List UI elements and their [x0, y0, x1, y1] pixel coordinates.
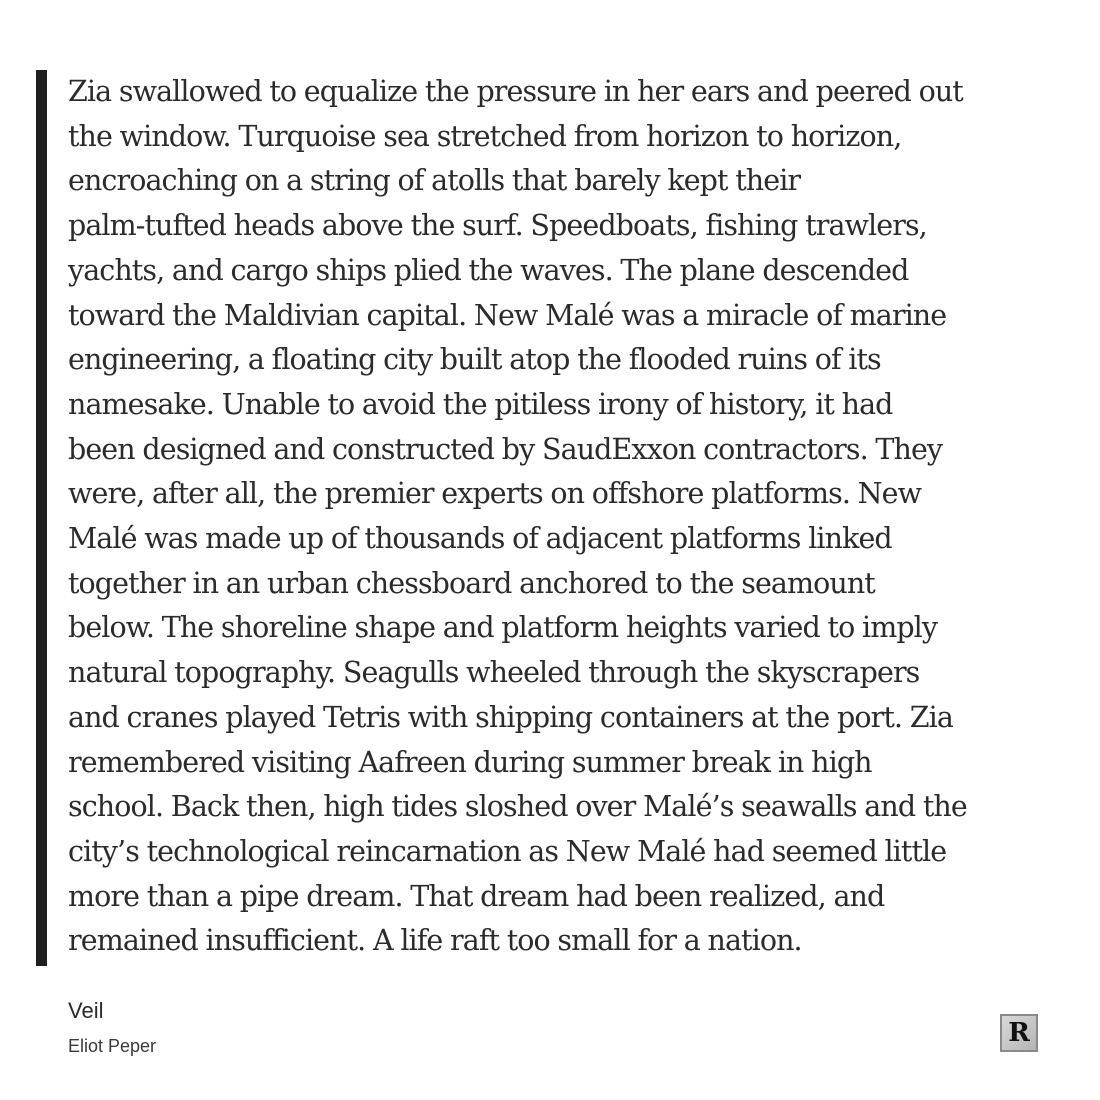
quote-line: below. The shoreline shape and platform heights varied to imply — [68, 611, 938, 645]
quote-line: palm-tufted heads above the surf. Speedboats, fishing trawlers, — [68, 209, 927, 243]
quote-line: remained insufficient. A life raft too small for a nation. — [68, 924, 802, 958]
quote-line: toward the Maldivian capital. New Malé was a miracle of marine — [68, 298, 947, 332]
quote-line: yachts, and cargo ships plied the waves. The plane descended — [68, 253, 909, 287]
quote-line: engineering, a floating city built atop the flooded ruins of its — [68, 343, 881, 377]
quote-line: Malé was made up of thousands of adjacent platforms linked — [68, 522, 892, 556]
quote-line: and cranes played Tetris with shipping containers at the port. Zia — [68, 700, 953, 734]
book-author: Eliot Peper — [68, 1036, 157, 1056]
quote-line: more than a pipe dream. That dream had been realized, and — [68, 879, 885, 913]
quote-line: the window. Turquoise sea stretched from horizon to horizon, — [68, 119, 902, 153]
quote-line: were, after all, the premier experts on offshore platforms. New — [68, 477, 922, 511]
quote-line: city’s technological reincarnation as New Malé had seemed little — [68, 834, 947, 868]
quote-line: been designed and constructed by SaudExxon contractors. They — [68, 432, 943, 466]
quote-line: school. Back then, high tides sloshed over Malé’s seawalls and the — [68, 790, 967, 824]
quote-text — [68, 70, 967, 964]
readwise-logo-icon — [1000, 1014, 1038, 1052]
quote-line: Zia swallowed to equalize the pressure in her ears and peered out — [68, 75, 963, 108]
quote-line: natural topography. Seagulls wheeled through the skyscrapers — [68, 656, 920, 690]
quote-line: encroaching on a string of atolls that barely kept their — [68, 164, 801, 198]
quote-bar — [36, 70, 47, 966]
quote-line: namesake. Unable to avoid the pitiless irony of history, it had — [68, 387, 893, 421]
quote-line: together in an urban chessboard anchored to the seamount — [68, 566, 875, 600]
logo-letter: R — [1008, 1018, 1030, 1048]
quote-line: remembered visiting Aafreen during summer break in high — [68, 745, 872, 779]
highlight-quote — [36, 70, 1026, 966]
book-title: Veil — [68, 998, 104, 1023]
